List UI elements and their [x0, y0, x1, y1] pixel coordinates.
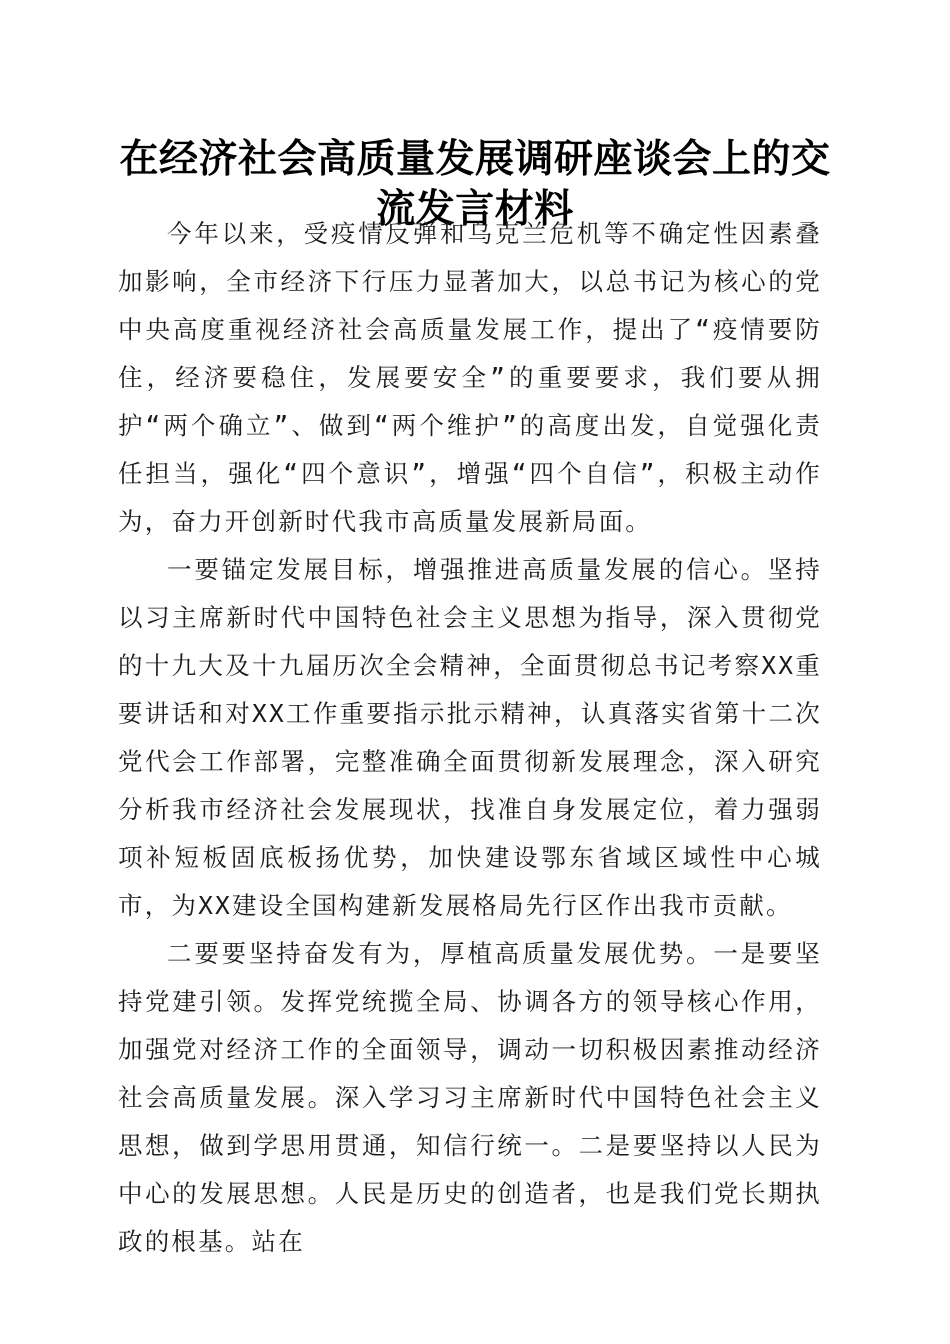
document-title: 在经济社会高质量发展调研座谈会上的交流发言材料	[119, 136, 831, 232]
paragraph-point-one: 一要锚定发展目标，增强推进高质量发展的信心。坚持以习主席新时代中国特色社会主义思想为指导，深入贯彻党的十九大及十九届历次全会精神，全面贯彻总书记考察XX重要讲话和对XX工作重要指示批示精神，认真落实省第十二次党代会工作部署，完整准确全面贯彻新发展理念，深入研究分析我市经济社会发展现状，找准自身发展定位，着力强弱项补短板固底板扬优势，加快建设鄂东省域区域性中心城市，为XX建设全国构建新发展格局先行区作出我市贡献。	[118, 555, 822, 920]
paragraph-intro: 今年以来，受疫情反弹和乌克兰危机等不确定性因素叠加影响，全市经济下行压力显著加大，以总书记为核心的党中央高度重视经济社会高质量发展工作，提出了“疫情要防住，经济要稳住，发展要安全”的重要要求，我们要从拥护“两个确立”、做到“两个维护”的高度出发，自觉强化责任担当，强化“四个意识”，增强“四个自信”，积极主动作为，奋力开创新时代我市高质量发展新局面。	[118, 219, 822, 536]
paragraph-point-two: 二要要坚持奋发有为，厚植高质量发展优势。一是要坚持党建引领。发挥党统揽全局、协调各方的领导核心作用，加强党对经济工作的全面领导，调动一切积极因素推动经济社会高质量发展。深入学习习主席新时代中国特色社会主义思想，做到学思用贯通，知信行统一。二是要坚持以人民为中心的发展思想。人民是历史的创造者，也是我们党长期执政的根基。站在	[118, 939, 822, 1256]
document-body	[118, 210, 822, 1266]
